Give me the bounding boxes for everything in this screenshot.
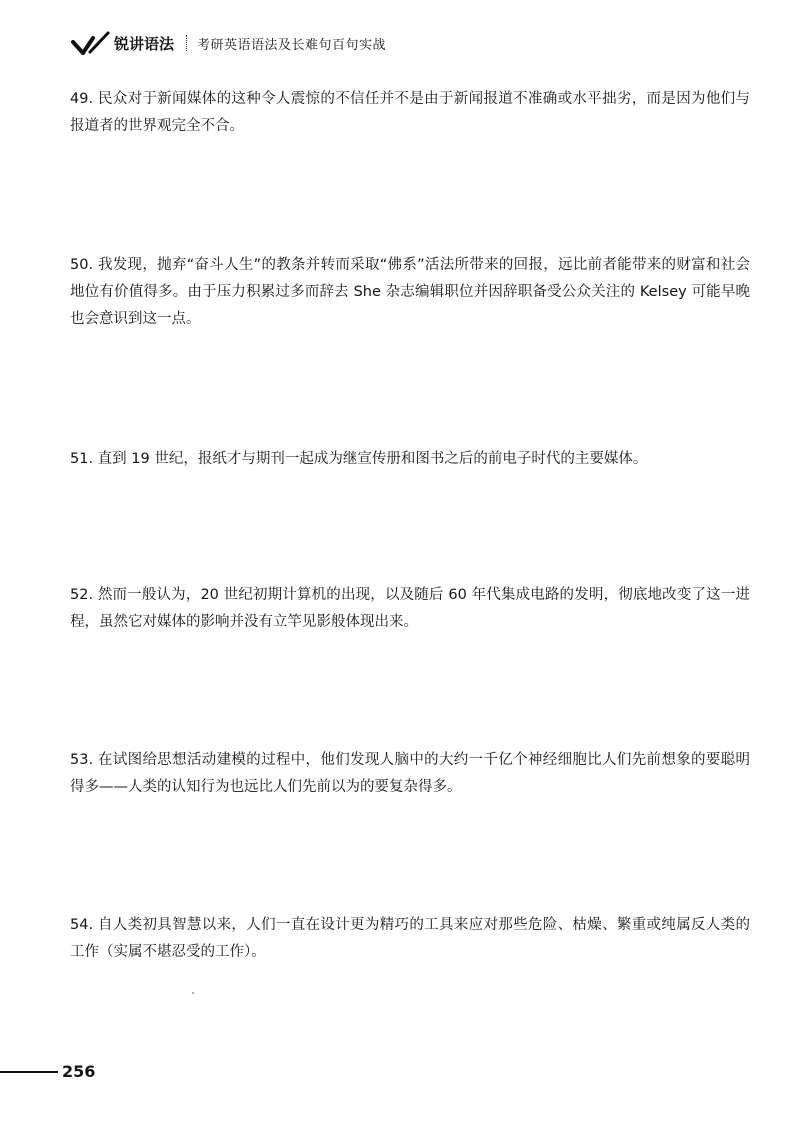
sentence-item-53: 53. 在试图给思想活动建模的过程中，他们发现人脑中的大约一千亿个神经细胞比人们先前想象的要聪明得多——人类的认知行为也远比人们先前以为的要复杂得多。: [70, 752, 750, 795]
brand-name: 锐讲语法: [114, 34, 175, 53]
page-footer: [0, 1062, 95, 1081]
footer-rule: [0, 1071, 58, 1073]
checkmark-pen-logo-icon: [70, 30, 112, 56]
scan-speck: [192, 992, 194, 994]
sentence-item-49: 49. 民众对于新闻媒体的这种令人震惊的不信任并不是由于新闻报道不准确或水平拙劣，而是因为他们与报道者的世界观完全不合。: [70, 91, 750, 134]
page-header: [70, 26, 386, 60]
sentence-item-52: 52. 然而一般认为，20 世纪初期计算机的出现，以及随后 60 年代集成电路的发明，彻底地改变了这一进程，虽然它对媒体的影响并没有立竿见影般体现出来。: [70, 587, 750, 630]
book-title: 考研英语语法及长难句百句实战: [197, 37, 387, 53]
page-number: 256: [62, 1062, 96, 1081]
header-divider: [186, 35, 187, 51]
sentence-item-51: 51. 直到 19 世纪，报纸才与期刊一起成为继宣传册和图书之后的前电子时代的主要媒体。: [70, 451, 648, 467]
sentence-item-54: 54. 自人类初具智慧以来，人们一直在设计更为精巧的工具来应对那些危险、枯燥、繁重或纯属反人类的工作（实属不堪忍受的工作）。: [70, 917, 750, 960]
logo: [70, 30, 174, 56]
sentence-item-50: 50. 我发现，抛弃“奋斗人生”的教条并转而采取“佛系”活法所带来的回报，远比前者能带来的财富和社会地位有价值得多。由于压力积累过多而辞去 She 杂志编辑职位并因辞职备受公众关注的 Kelsey 可能早晚也会意识到这一点。: [70, 257, 750, 327]
